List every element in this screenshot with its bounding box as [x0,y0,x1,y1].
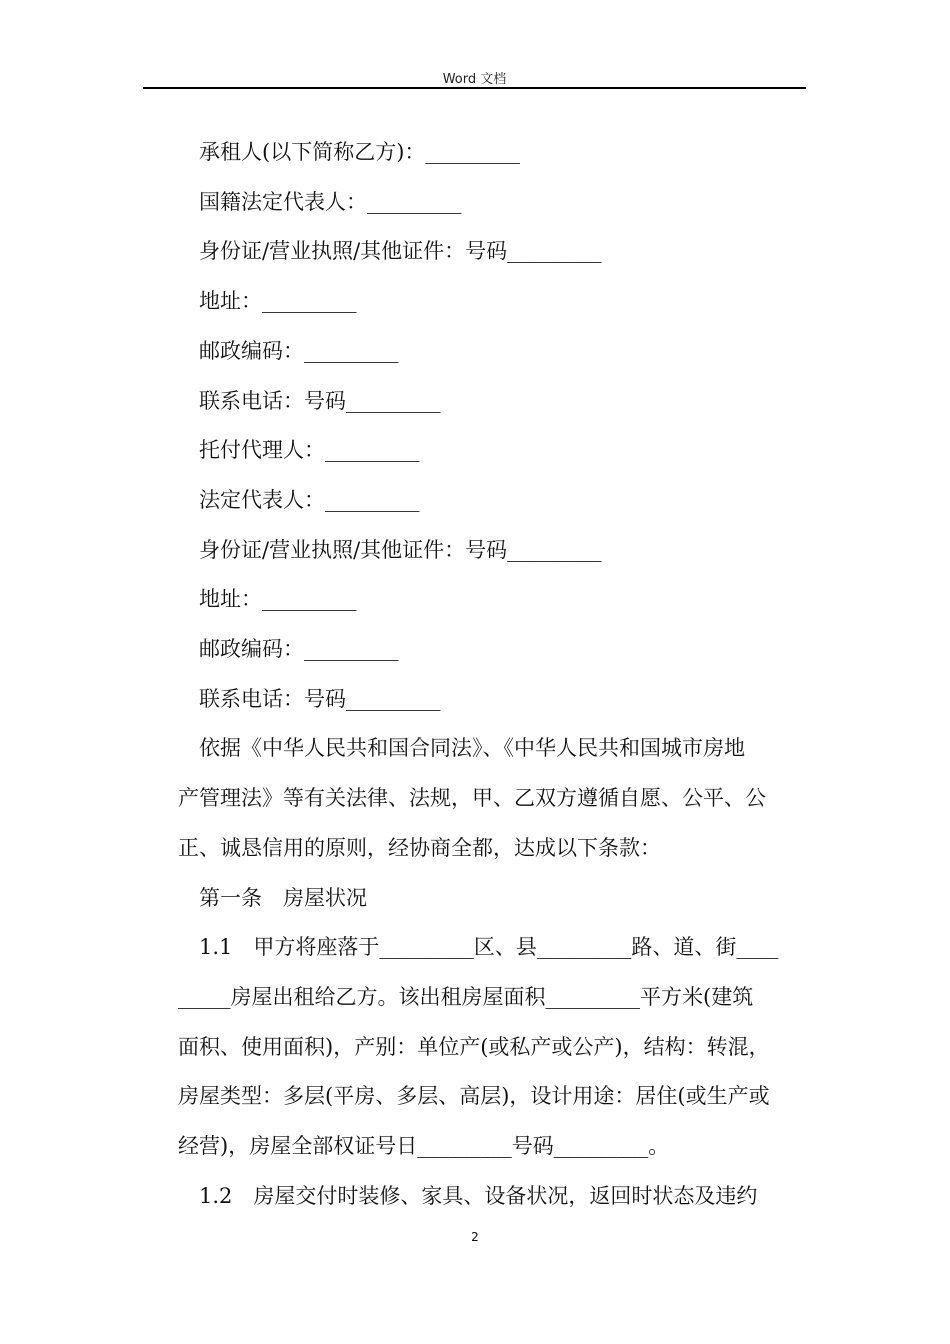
text-line: 正、诚恳信用的原则，经协商全都，达成以下条款： [178,835,661,860]
text-line: 地址：_________ [199,289,357,314]
text-line: 身份证/营业执照/其他证件：号码_________ [199,239,602,264]
page-number: 2 [471,1230,479,1244]
text-line: 邮政编码：_________ [199,637,399,662]
document-body [178,128,808,1221]
text-line: 面积、使用面积)，产别：单位产(或私产或公产)，结构：转混， [178,1034,770,1059]
text-line: 产管理法》等有关法律、法规，甲、乙双方遵循自愿、公平、公 [178,786,766,811]
text-line: 联系电话：号码_________ [199,686,441,711]
page-header: Word 文档 [442,72,507,87]
text-line: 托付代理人：_________ [199,438,420,463]
text-line: 联系电话：号码_________ [199,388,441,413]
text-line: _____房屋出租给乙方。该出租房屋面积_________平方米(建筑 [178,984,754,1009]
text-line: 房屋类型：多层(平房、多层、高层)，设计用途：居住(或生产或 [178,1084,770,1109]
text-line: 邮政编码：_________ [199,338,399,363]
text-line: 经营)，房屋全部权证号日_________号码_________。 [178,1134,670,1159]
text-line: 1.2 房屋交付时装修、家具、设备状况，返回时状态及违约 [199,1183,758,1208]
text-line: 第一条 房屋状况 [199,885,367,910]
header-rule [143,87,806,89]
text-line: 依据《中华人民共和国合同法》、《中华人民共和国城市房地 [199,736,745,761]
text-line: 1.1 甲方将座落于_________区、县_________路、道、街____ [199,935,779,960]
text-line: 国籍法定代表人：_________ [199,189,462,214]
text-line: 承租人(以下简称乙方)：_________ [199,140,520,164]
text-line: 地址：_________ [199,587,357,612]
text-line: 法定代表人：_________ [199,487,420,512]
text-line: 身份证/营业执照/其他证件：号码_________ [199,537,602,562]
